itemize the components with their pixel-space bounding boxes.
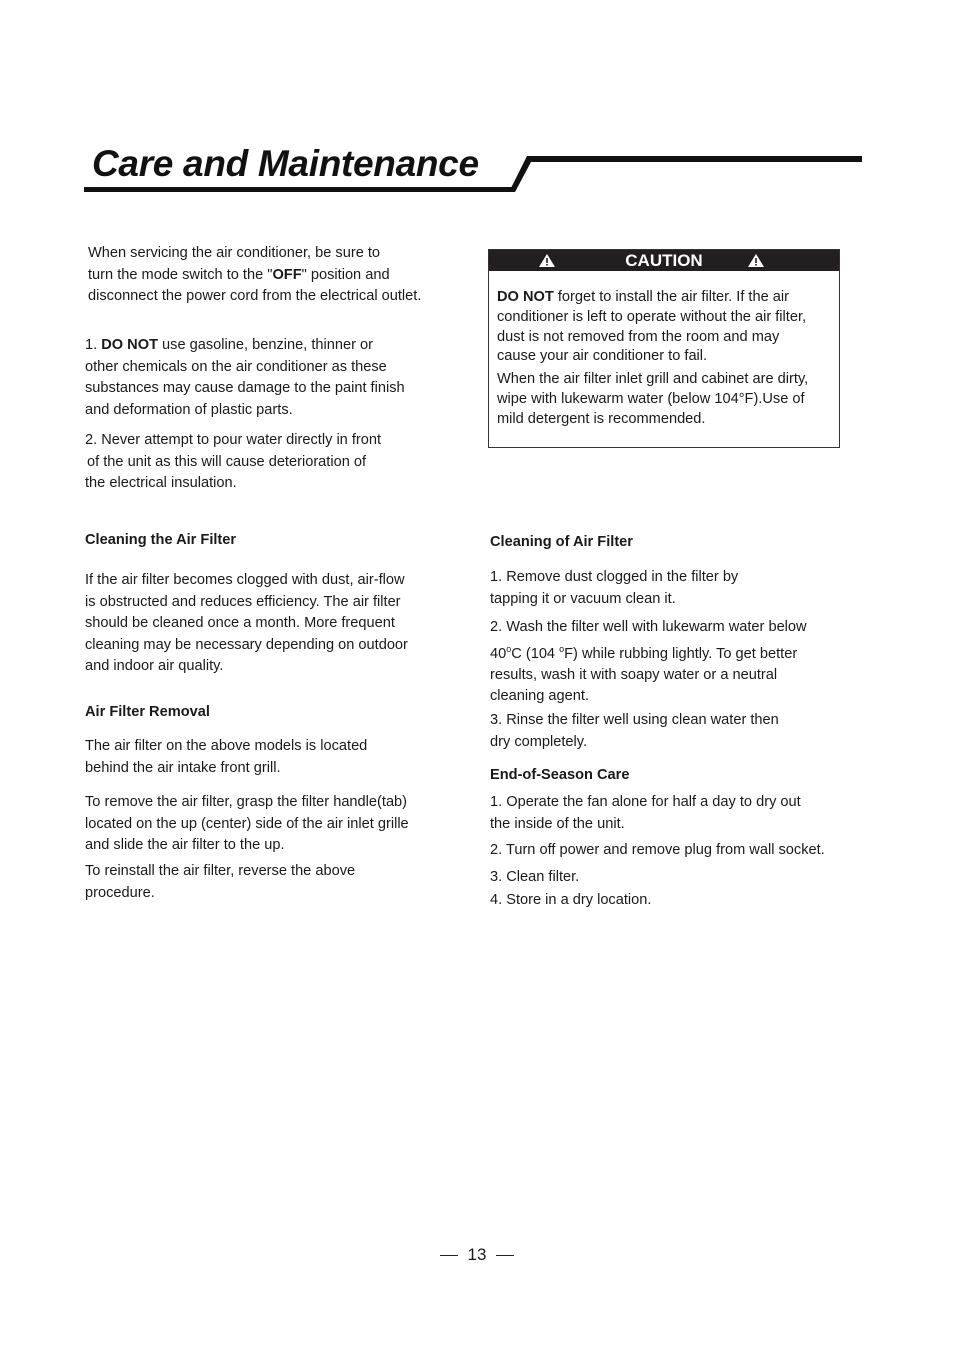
caution-line: dust is not removed from the room and may <box>497 328 780 345</box>
text-line: results, wash it with soapy water or a neutral <box>490 666 778 683</box>
page-number-dash <box>496 1255 514 1256</box>
warning-item-1 <box>85 335 465 421</box>
text-line: located on the up (center) side of the air inlet grille <box>85 815 409 832</box>
text-line: 3. Clean filter. <box>490 868 580 885</box>
text-line: dry completely. <box>490 733 588 750</box>
text-line: tapping it or vacuum clean it. <box>490 590 676 607</box>
cleaning-step-3 <box>490 710 870 753</box>
text-line: cleaning agent. <box>490 688 589 705</box>
intro-text <box>88 243 468 308</box>
text-line: If the air filter becomes clogged with dust, air-flow <box>85 572 405 588</box>
text-line: 4. Store in a dry location. <box>490 892 652 908</box>
item-line: 2. Never attempt to pour water directly in front <box>85 432 382 448</box>
warning-icon <box>747 253 765 268</box>
text-line: and indoor air quality. <box>85 658 224 674</box>
text-line: 1. Remove dust clogged in the filter by <box>490 569 739 585</box>
text-line: procedure. <box>85 884 155 901</box>
item-line: and deformation of plastic parts. <box>85 401 293 418</box>
text-line: The air filter on the above models is located <box>85 738 368 754</box>
text-line: 1. Operate the fan alone for half a day to dry out <box>490 794 801 810</box>
caution-header <box>489 250 839 271</box>
text-line: should be cleaned once a month. More frequent <box>85 615 395 631</box>
text-line: 2. Wash the filter well with lukewarm water below <box>490 619 807 635</box>
cleaning-step-1 <box>490 567 870 610</box>
caution-label: CAUTION <box>625 251 703 270</box>
text-line: To remove the air filter, grasp the filter handle(tab) <box>85 794 408 810</box>
page-number-value: 13 <box>467 1245 487 1264</box>
section-heading: Air Filter Removal <box>85 704 210 720</box>
text-line: 40$^o$C (104 $^o$F) while rubbing lightly. To get better <box>490 643 798 662</box>
section-heading: Cleaning the Air Filter <box>85 532 237 548</box>
text-line: cleaning may be necessary depending on outdoor <box>85 636 408 653</box>
item-line: substances may cause damage to the paint finish <box>85 380 405 396</box>
caution-line: cause your air conditioner to fail. <box>497 348 708 365</box>
text-line: is obstructed and reduces efficiency. The air filter <box>85 593 401 610</box>
text-line: 2. Turn off power and remove plug from wall socket. <box>490 842 825 858</box>
caution-box <box>488 249 840 448</box>
caution-text <box>497 288 842 430</box>
intro-line: When servicing the air conditioner, be sure to <box>88 245 381 261</box>
caution-line: wipe with lukewarm water (below 104°F).Use of <box>497 390 805 407</box>
page-number <box>0 1245 954 1265</box>
caution-line: DO NOT forget to install the air filter. If the air <box>497 289 789 305</box>
item-line: other chemicals on the air conditioner as these <box>85 358 387 375</box>
text-line: the inside of the unit. <box>490 815 625 832</box>
section-heading: End-of-Season Care <box>490 767 630 783</box>
text-line: To reinstall the air filter, reverse the above <box>85 863 356 879</box>
caution-line: When the air filter inlet grill and cabinet are dirty, <box>497 371 809 388</box>
intro-line: turn the mode switch to the "OFF" position and <box>88 266 390 283</box>
end-of-season-steps <box>490 792 880 912</box>
title-slant <box>509 156 862 192</box>
warning-item-2 <box>85 430 465 495</box>
text-line: 3. Rinse the filter well using clean water then <box>490 712 779 728</box>
caution-line: mild detergent is recommended. <box>497 410 706 427</box>
text-line: and slide the air filter to the up. <box>85 837 285 853</box>
section-heading: Cleaning of Air Filter <box>490 534 633 550</box>
cleaning-text <box>85 570 465 678</box>
text-line: behind the air intake front grill. <box>85 759 281 776</box>
page-number-dash <box>440 1255 458 1256</box>
caution-line: conditioner is left to operate without the air filter, <box>497 308 807 325</box>
cleaning-step-2 <box>490 617 870 708</box>
intro-line: disconnect the power cord from the electrical outlet. <box>88 288 422 304</box>
removal-location-text <box>85 736 465 779</box>
page-title: Care and Maintenance <box>92 143 479 184</box>
removal-steps-text <box>85 792 465 857</box>
item-line: of the unit as this will cause deterioration of <box>87 453 367 470</box>
reinstall-text <box>85 861 465 904</box>
item-line: 1. DO NOT use gasoline, benzine, thinner or <box>85 337 373 353</box>
title-underline <box>84 187 514 192</box>
item-line: the electrical insulation. <box>85 475 237 491</box>
